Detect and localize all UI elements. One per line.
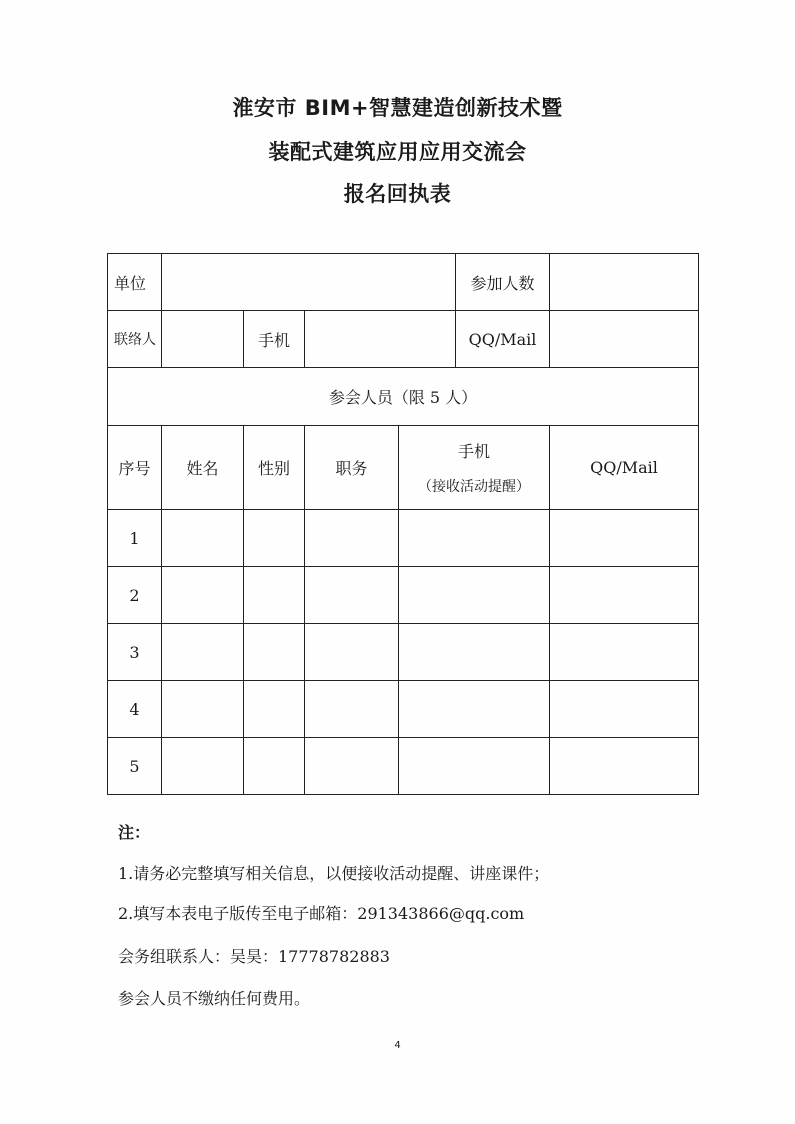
contact-row [108,311,699,368]
unit-label: 单位 [108,254,162,311]
gender-cell[interactable] [244,510,305,567]
section-row [108,368,699,426]
note-item-1: 1.请务必完整填写相关信息，以便接收活动提醒、讲座课件； [118,864,550,883]
name-cell[interactable] [162,624,244,681]
mobile-cell[interactable] [399,567,550,624]
table-row [108,510,699,567]
table-row [108,738,699,795]
attendee-count-field[interactable] [550,254,699,311]
qq-mail-cell[interactable] [550,624,699,681]
attendee-count-label: 参加人数 [456,254,550,311]
qq-mail-cell[interactable] [550,567,699,624]
col-position-header: 职务 [305,426,399,510]
qq-mail-cell[interactable] [550,510,699,567]
qq-mail-cell[interactable] [550,681,699,738]
qq-mail-field[interactable] [550,311,699,368]
gender-cell[interactable] [244,681,305,738]
title-line-3: 报名回执表 [343,182,452,206]
mobile-label: 手机 [244,311,305,368]
column-header-row [108,426,699,510]
col-mobile-header [399,426,550,510]
unit-field[interactable] [162,254,456,311]
row-index: 2 [108,567,162,624]
gender-cell[interactable] [244,624,305,681]
position-cell[interactable] [305,681,399,738]
row-index: 1 [108,510,162,567]
table-row [108,567,699,624]
row-index: 3 [108,624,162,681]
name-cell[interactable] [162,681,244,738]
position-cell[interactable] [305,567,399,624]
registration-form-table [107,253,699,795]
attendees-section-title: 参会人员（限 5 人） [108,368,699,426]
mobile-cell[interactable] [399,624,550,681]
note-item-2: 2.填写本表电子版传至电子邮箱：291343866@qq.com [118,904,525,923]
table-row [108,681,699,738]
position-cell[interactable] [305,510,399,567]
gender-cell[interactable] [244,567,305,624]
gender-cell[interactable] [244,738,305,795]
mobile-cell[interactable] [399,738,550,795]
mobile-cell[interactable] [399,510,550,567]
note-item-3: 会务组联系人：吴昊：17778782883 [118,947,390,966]
notes-title: 注： [118,823,151,842]
table-row [108,624,699,681]
qq-mail-cell[interactable] [550,738,699,795]
col-name-header: 姓名 [162,426,244,510]
title-line-2: 装配式建筑应用应用交流会 [268,140,527,164]
row-index: 4 [108,681,162,738]
row-index: 5 [108,738,162,795]
mobile-cell[interactable] [399,681,550,738]
name-cell[interactable] [162,510,244,567]
col-index-header: 序号 [108,426,162,510]
contact-field[interactable] [162,311,244,368]
col-mobile-note: （接收活动提醒） [418,479,530,495]
qq-mail-label: QQ/Mail [456,311,550,368]
note-item-4: 参会人员不缴纳任何费用。 [118,989,311,1008]
position-cell[interactable] [305,624,399,681]
position-cell[interactable] [305,738,399,795]
col-gender-header: 性别 [244,426,305,510]
col-qq-mail-header: QQ/Mail [550,426,699,510]
name-cell[interactable] [162,567,244,624]
page-number: 4 [394,1040,401,1051]
col-mobile-title: 手机 [457,442,490,461]
name-cell[interactable] [162,738,244,795]
contact-label: 联络人 [108,311,162,368]
title-line-1: 淮安市 BIM+智慧建造创新技术暨 [232,96,563,120]
mobile-field[interactable] [305,311,456,368]
unit-row [108,254,699,311]
